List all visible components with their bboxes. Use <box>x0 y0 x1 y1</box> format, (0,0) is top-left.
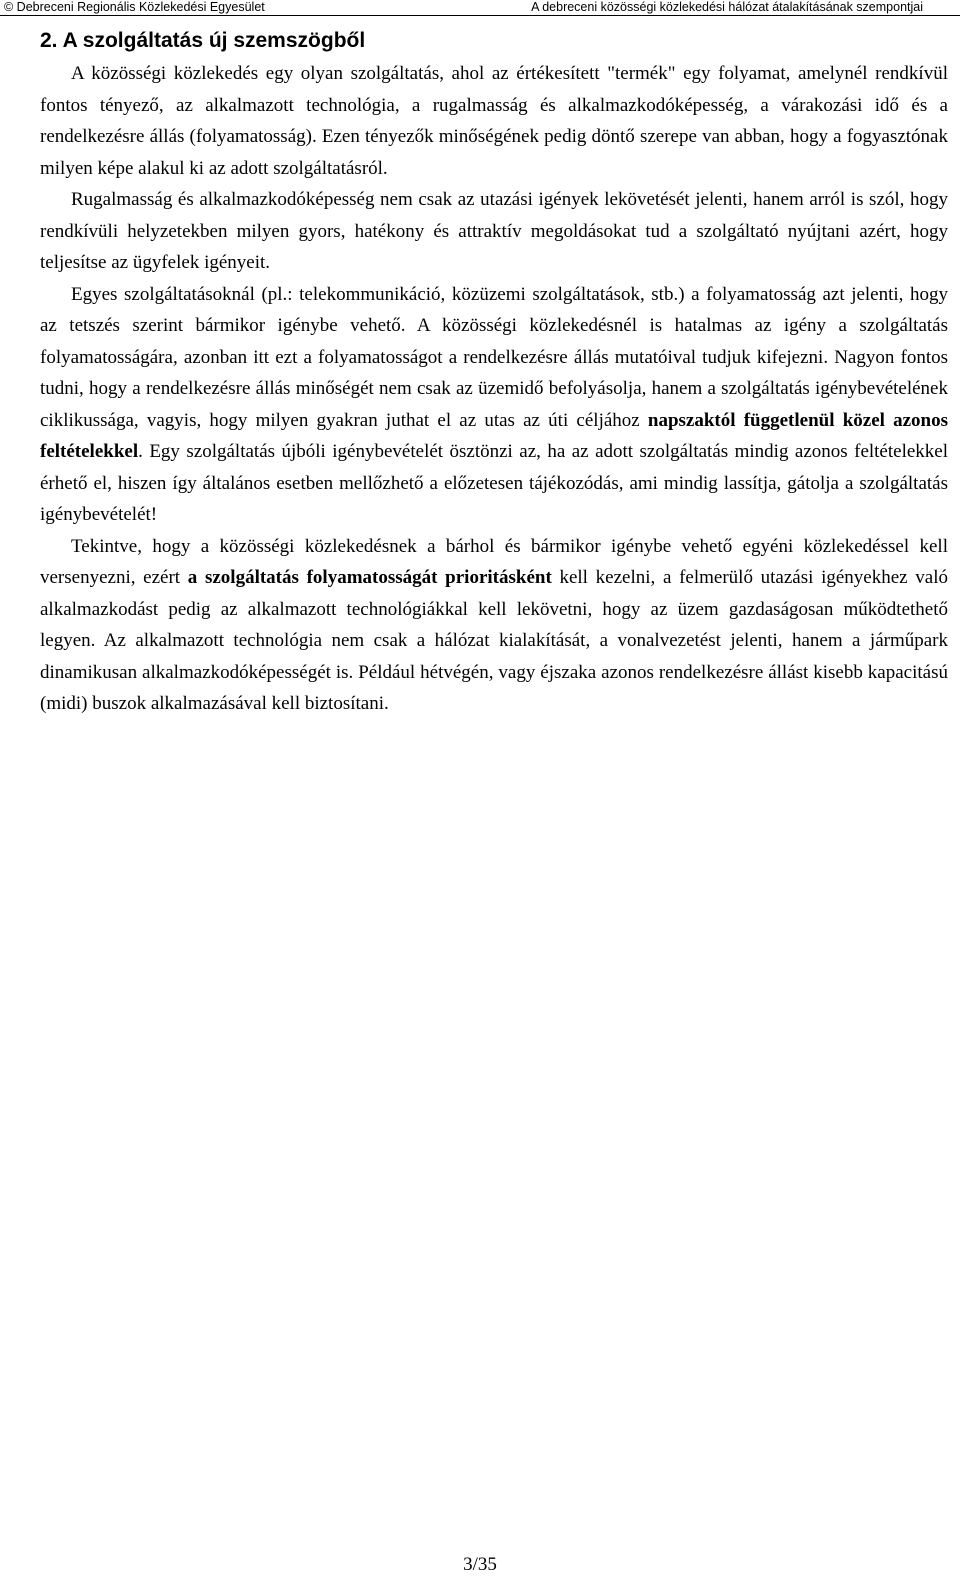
paragraph-3 <box>40 279 948 531</box>
section-title: 2. A szolgáltatás új szemszögből <box>40 29 366 52</box>
header-rule <box>0 15 960 16</box>
paragraph-1: A közösségi közlekedés egy olyan szolgáltatás, ahol az értékesített "termék" egy folyamat, amelynél rendkívül fontos tényező, az alkalmazott technológia, a rugalmasság és alkalmazkodóképesség, a várakozási idő és a rendelkezésre állás (folyamatosság). Ezen tényezők minőségének pedig döntő szerepe van abban, hogy a fogyasztónak milyen képe alakul ki az adott szolgáltatásról. <box>40 63 948 179</box>
paragraph-2: Rugalmasság és alkalmazkodóképesség nem csak az utazási igények lekövetését jelenti, hanem arról is szól, hogy rendkívüli helyzetekben milyen gyors, hatékony és attraktív megoldásokat tud a szolgáltató nyújtani azért, hogy teljesítse az ügyfelek igényeit. <box>40 189 948 273</box>
paragraph-4-bold-text: a szolgáltatás folyamatosságát prioritásként <box>187 567 552 588</box>
page-number: 3/35 <box>463 1554 497 1575</box>
header-document-title: A debreceni közösségi közlekedési hálózat átalakításának szempontjai <box>531 0 923 14</box>
paragraph-3-text-a: Egyes szolgáltatásoknál (pl.: telekommunikáció, közüzemi szolgáltatások, stb.) a folyamatosság azt jelenti, hogy az tetszés szerint bármikor igénybe vehető. A közösségi közlekedésnél is hatalmas az igény a szolgáltatás folyamatosságára, azonban itt ezt a folyamatosságot a rendelkezésre állás mutatóival tudjuk kifejezni. Nagyon fontos tudni, hogy a rendelkezésre állás minőségét nem csak az üzemidő befolyásolja, hanem a szolgáltatás igénybevételének ciklikussága, vagyis, hogy milyen gyakran juthat el az utas az úti céljához <box>40 283 948 431</box>
paragraph-3-text-b: . Egy szolgáltatás újbóli igénybevételét ösztönzi az, ha az adott szolgáltatás mindig azonos feltételekkel érhető el, hiszen így általános esetben mellőzhető a előzetesen tájékozódás, ami mindig lassítja, gátolja a szolgáltatás igénybevételét! <box>40 441 948 525</box>
page-header <box>0 0 960 18</box>
header-copyright: © Debreceni Regionális Közlekedési Egyesület <box>4 0 265 14</box>
body-text <box>40 58 948 720</box>
paragraph-4 <box>40 531 948 720</box>
paragraph-4-text-a: Tekintve, hogy a közösségi közlekedésnek a bárhol és bármikor igénybe vehető egyéni közlekedéssel kell versenyezni, ezért <box>40 535 948 588</box>
paragraph-3-bold-text: napszaktól függetlenül közel azonos feltételekkel <box>40 409 948 462</box>
paragraph-4-text-b: kell kezelni, a felmerülő utazási igényekhez való alkalmazkodást pedig az alkalmazott technológiákkal kell lekövetni, hogy az üzem gazdaságosan működtethető legyen. Az alkalmazott technológia nem csak a hálózat kialakítását, a vonalvezetést jelenti, hanem a járműpark dinamikusan alkalmazkodóképességét is. Például hétvégén, vagy éjszaka azonos rendelkezésre állást kisebb kapacitású (midi) buszok alkalmazásával kell biztosítani. <box>40 567 948 714</box>
